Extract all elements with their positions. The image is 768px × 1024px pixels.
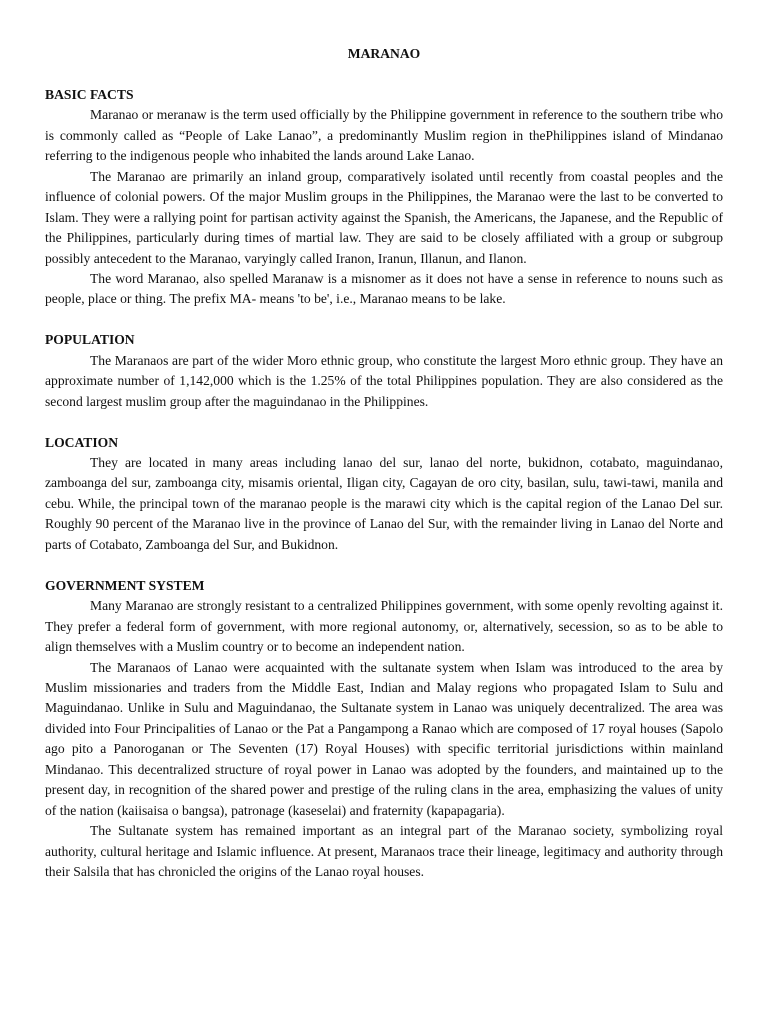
- section-government-system: [45, 576, 723, 883]
- section-location: [45, 433, 723, 556]
- section-population: [45, 330, 723, 412]
- paragraph: The word Maranao, also spelled Maranaw is a misnomer as it does not have a sense in reference to nouns such as people, place or thing. The prefix MA- means 'to be', i.e., Maranao means to be lake.: [45, 270, 723, 307]
- paragraph: The Sultanate system has remained important as an integral part of the Maranao society, symbolizing royal authority, cultural heritage and Islamic influence. At present, Maranaos trace their lineage, legitimacy and authority through their Salsila that has chronicled the origins of the Lanao royal houses.: [45, 823, 723, 880]
- paragraph: Maranao or meranaw is the term used officially by the Philippine government in reference to the southern tribe who is commonly called as “People of Lake Lanao”, a predominantly Muslim region in thePhilippines island of Mindanao referring to the indigenous people who inhabited the lands around Lake Lanao.: [45, 107, 723, 164]
- section-heading: LOCATION: [45, 434, 119, 450]
- document-page: [45, 44, 723, 883]
- section-basic-facts: [45, 85, 723, 310]
- section-heading: GOVERNMENT SYSTEM: [45, 577, 205, 593]
- paragraph: The Maranaos are part of the wider Moro ethnic group, who constitute the largest Moro ethnic group. They have an approximate number of 1,142,000 which is the 1.25% of the total Philippines population. They are also considered as the second largest muslim group after the maguindanao in the Philippines.: [45, 352, 723, 409]
- paragraph: Many Maranao are strongly resistant to a centralized Philippines government, with some openly revolting against it. They prefer a federal form of government, with more regional autonomy, or, alternatively, secession, so as to be able to align themselves with a Muslim country or to become an independent nation.: [45, 598, 723, 655]
- document-title: MARANAO: [347, 46, 421, 61]
- paragraph: They are located in many areas including lanao del sur, lanao del norte, bukidnon, cotabato, maguindanao, zamboanga del sur, zamboanga city, misamis oriental, Iligan city, Cagayan de oro city, basilan, sulu, tawi-tawi, manila and cebu. While, the principal town of the maranao people is the marawi city which is the capital region of the Lanao Del sur. Roughly 90 percent of the Maranao live in the province of Lanao del Sur, with the remainder living in Lanao del Norte and parts of Cotabato, Zamboanga del Sur, and Bukidnon.: [45, 455, 723, 552]
- section-heading: POPULATION: [45, 332, 135, 348]
- section-heading: BASIC FACTS: [45, 86, 134, 102]
- paragraph: The Maranao are primarily an inland group, comparatively isolated until recently from coastal peoples and the influence of colonial powers. Of the major Muslim groups in the Philippines, the Maranao were the last to be converted to Islam. They were a rallying point for partisan activity against the Spanish, the Americans, the Japanese, and the Republic of the Philippines, particularly during times of martial law. They are said to be closely affiliated with a group or subgroup possibly antecedent to the Maranao, varyingly called Iranon, Iranun, Illanun, and Ilanon.: [45, 168, 723, 266]
- paragraph: The Maranaos of Lanao were acquainted with the sultanate system when Islam was introduced to the area by Muslim missionaries and traders from the Middle East, Indian and Malay regions who propagated Islam to Sulu and Maguindanao. Unlike in Sulu and Maguindanao, the Sultanate system in Lanao was uniquely decentralized. The area was divided into Four Principalities of Lanao or the Pat a Pangampong a Ranao which are composed of 17 royal houses (Sapolo ago pito a Panoroganan or The Seventen (17) Royal Houses) with specific territorial jurisdictions within mainland Mindanao. This decentralized structure of royal power in Lanao was adopted by the founders, and maintained up to the present day, in recognition of the shared power and prestige of the ruling clans in the area, emphasizing the values of unity of the nation (kaiisaisa o bangsa), patronage (kaseselai) and fraternity (kapapagaria).: [45, 659, 723, 818]
